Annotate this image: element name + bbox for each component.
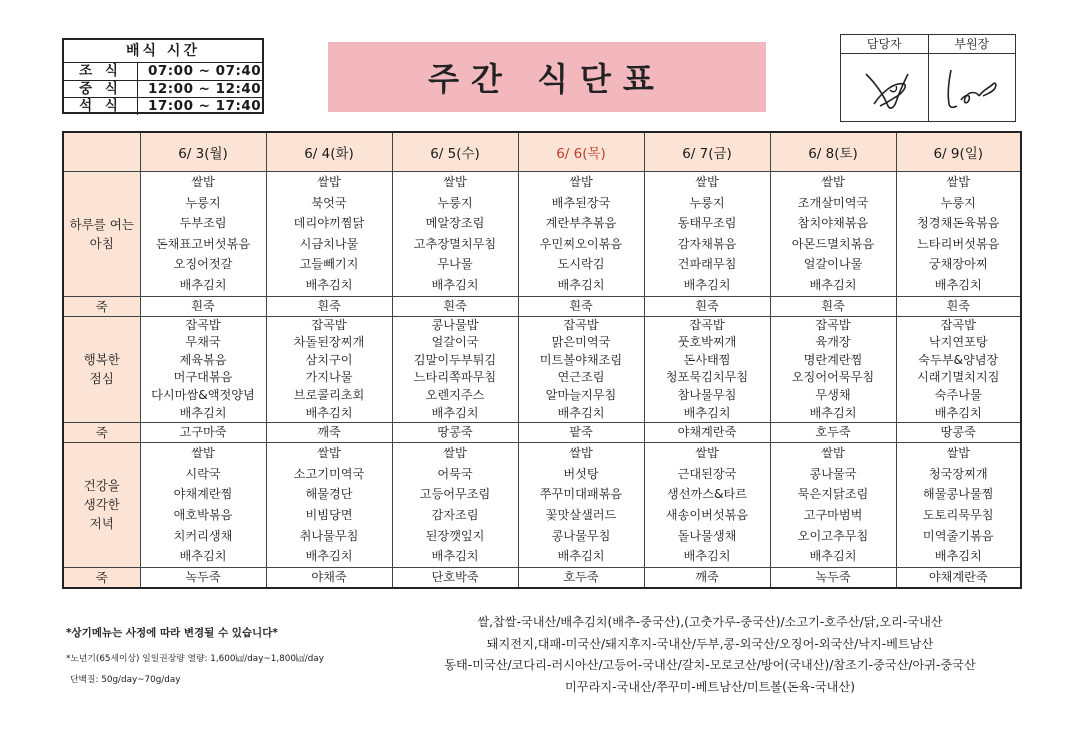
dish-item: 버섯탕 [563, 466, 599, 481]
date-header-row [63, 132, 1021, 172]
dish-item: 가지나물 [305, 370, 353, 385]
dish-item: 두부조림 [179, 216, 227, 231]
dish-item: 쌀밥 [946, 446, 971, 461]
approval-manager-label: 담당자 [841, 35, 928, 54]
menu-cell [392, 172, 518, 297]
energy-recommendation: *노년기(65세이상) 일일권장량 열량: 1,600㎉/day~1,800㎉/day [66, 654, 324, 664]
date-header-holiday: 6/ 6(목) [518, 132, 644, 172]
menu-cell [644, 172, 770, 297]
dish-item: 참나물무침 [677, 387, 737, 402]
porridge-cell: 야채계란죽 [644, 423, 770, 443]
porridge-cell: 깨죽 [266, 423, 392, 443]
dish-item: 배추김치 [683, 277, 731, 292]
dish-item: 잡곡밥 [185, 317, 221, 332]
dish-item: 잡곡밥 [563, 317, 599, 332]
dish-item: 얼갈이국 [431, 335, 479, 350]
dish-item: 고구마범벅 [803, 507, 863, 522]
dish-item: 쌀밥 [191, 175, 215, 189]
dish-item: 연근조림 [557, 370, 605, 385]
dish-item: 청국장찌개 [928, 466, 988, 481]
dish-item: 고등어무조림 [419, 487, 491, 502]
dish-item: 치커리생채 [173, 528, 233, 543]
dish-item: 김말이두부튀김 [413, 352, 497, 367]
dish-item: 쌀밥 [443, 446, 467, 461]
dish-item: 쌀밥 [569, 175, 593, 189]
director-signature-icon [937, 60, 1007, 116]
dish-item: 감자채볶음 [677, 236, 737, 251]
dish-item: 조개살미역국 [797, 195, 869, 210]
dish-item: 머구대볶음 [173, 370, 233, 385]
dish-item: 얼갈이나물 [803, 257, 863, 272]
dish-item: 무생채 [815, 387, 851, 402]
porridge-row-breakfast [63, 296, 1021, 316]
dish-item: 누룽지 [940, 195, 976, 210]
dish-item: 꽃맛살샐러드 [545, 507, 617, 522]
menu-cell [518, 316, 644, 423]
dish-item: 풋호박찌개 [677, 335, 737, 350]
date-header: 6/ 7(금) [644, 132, 770, 172]
origin-line: 미꾸라지-국내산/쭈꾸미-베트남산/미트볼(돈육-국내산) [565, 679, 855, 694]
dish-item: 시래기멸치지짐 [917, 370, 1000, 385]
serving-time-value: 07:00 ~ 07:40 [148, 63, 262, 79]
meal-label-line: 점심 [89, 371, 114, 387]
menu-cell [266, 316, 392, 423]
dish-item: 잡곡밥 [311, 317, 347, 332]
dish-item: 쌀밥 [695, 446, 719, 461]
dish-item: 쌀밥 [569, 446, 593, 461]
meal-label-line: 하루를 여는 [69, 216, 134, 232]
dish-item: 아몬드멸치볶음 [791, 236, 875, 251]
date-header: 6/ 5(수) [392, 132, 518, 172]
menu-cell [140, 172, 266, 297]
porridge-cell: 고구마죽 [140, 423, 266, 443]
serving-time-box [62, 38, 264, 114]
dish-item: 알마늘지무침 [545, 387, 617, 402]
meal-label-breakfast [63, 172, 140, 297]
porridge-label: 죽 [63, 567, 140, 588]
dish-item: 느타리버섯볶음 [917, 236, 1000, 251]
dish-item: 배추김치 [431, 549, 479, 564]
menu-cell [518, 443, 644, 568]
dish-item: 소고기미역국 [293, 466, 365, 481]
dish-item: 쌀밥 [317, 446, 341, 461]
meal-label-line: 생각한 [83, 497, 120, 513]
dish-item: 돈사태찜 [683, 352, 731, 367]
dish-item: 근대된장국 [677, 466, 737, 481]
dish-item: 애호박볶음 [173, 507, 233, 522]
serving-time-value: 17:00 ~ 17:40 [148, 98, 262, 114]
dish-item: 배추김치 [934, 277, 982, 292]
page-title: 주간 식단표 [328, 42, 766, 112]
date-header: 6/ 9(일) [896, 132, 1021, 172]
dish-item: 차돌된장찌개 [293, 335, 365, 350]
dish-item: 무나물 [437, 257, 473, 272]
dish-item: 배추된장국 [551, 195, 611, 210]
porridge-cell: 땅콩죽 [392, 423, 518, 443]
menu-cell [140, 443, 266, 568]
dish-item: 새송이버섯볶음 [665, 507, 749, 522]
dish-item: 배추김치 [305, 549, 353, 564]
dish-item: 청포묵김치무침 [665, 370, 749, 385]
meal-label-line: 행복한 [83, 352, 120, 368]
dish-item: 삼치구이 [305, 352, 353, 367]
porridge-cell: 흰죽 [518, 296, 644, 316]
dish-item: 잡곡밥 [689, 317, 725, 332]
menu-cell [770, 443, 896, 568]
dish-item: 맑은미역국 [551, 335, 611, 350]
dish-item: 배추김치 [431, 277, 479, 292]
dish-item: 쌀밥 [317, 175, 341, 189]
dish-item: 도토리묵무침 [922, 507, 994, 522]
dish-item: 우민찌오이볶음 [539, 236, 623, 251]
dish-item: 미트볼야채조림 [539, 352, 623, 367]
porridge-cell: 야채죽 [266, 567, 392, 588]
serving-time-title: 배식 시간 [64, 40, 262, 63]
dish-item: 브로콜리초회 [293, 387, 365, 402]
dish-item: 누룽지 [185, 195, 221, 210]
header-corner [63, 132, 140, 172]
dish-item: 고추장멸치무침 [413, 236, 497, 251]
dish-item: 미역줄기볶음 [922, 528, 994, 543]
origin-line: 쌀,찹쌀-국내산/배추김치(배추-중국산),(고춧가루-중국산)/소고기-호주산/닭,오리-국내산 [477, 615, 943, 629]
dish-item: 오이고추무침 [797, 528, 869, 543]
dish-item: 생선까스&타르 [666, 487, 748, 502]
dish-item: 취나물무침 [299, 528, 359, 543]
dish-item: 배추김치 [431, 405, 479, 420]
dish-item: 배추김치 [809, 549, 857, 564]
dish-item: 고들빼기지 [299, 257, 359, 272]
meal-label-line: 저녁 [89, 516, 114, 532]
origin-line: 동태-미국산/코다리-러시아산/고등어-국내산/갈치-모로코산/방어(국내산)/참조기-중국산/아귀-중국산 [444, 658, 976, 672]
serving-time-row-breakfast [64, 63, 262, 81]
protein-recommendation: 단백질: 50g/day~70g/day [70, 675, 181, 685]
dish-item: 무채국 [185, 335, 221, 350]
dish-item: 쌀밥 [821, 175, 845, 189]
menu-cell [266, 172, 392, 297]
porridge-cell: 팥죽 [518, 423, 644, 443]
dish-item: 배추김치 [179, 405, 227, 420]
dish-item: 비빔당면 [305, 507, 353, 522]
dish-item: 쭈꾸미대패볶음 [539, 487, 623, 502]
porridge-label: 죽 [63, 296, 140, 316]
meal-label-lunch [63, 316, 140, 423]
dish-item: 느타리쪽파무침 [413, 370, 497, 385]
serving-time-meal: 중 식 [64, 81, 138, 98]
dish-item: 북엇국 [311, 195, 347, 210]
dish-item: 배추김치 [683, 549, 731, 564]
dish-item: 배추김치 [809, 405, 857, 420]
porridge-cell: 녹두죽 [770, 567, 896, 588]
weekly-menu-table [62, 131, 1022, 589]
meal-label-line: 건강을 [83, 478, 120, 494]
menu-cell [896, 316, 1021, 423]
porridge-cell: 흰죽 [770, 296, 896, 316]
porridge-cell: 흰죽 [896, 296, 1021, 316]
porridge-row-lunch [63, 423, 1021, 443]
menu-cell [896, 443, 1021, 568]
dish-item: 다시마쌈&액젓양념 [151, 387, 255, 402]
dish-item: 건파래무침 [677, 257, 737, 272]
menu-cell [644, 316, 770, 423]
dish-item: 배추김치 [934, 405, 982, 420]
meal-row-breakfast [63, 172, 1021, 297]
meal-row-dinner [63, 443, 1021, 568]
porridge-cell: 깨죽 [644, 567, 770, 588]
porridge-cell: 흰죽 [392, 296, 518, 316]
dish-item: 누룽지 [437, 195, 473, 210]
dish-item: 배추김치 [557, 549, 605, 564]
dish-item: 감자조림 [431, 507, 479, 522]
meal-label-dinner [63, 443, 140, 568]
serving-time-meal: 조 식 [64, 63, 138, 80]
menu-cell [392, 316, 518, 423]
dish-item: 숙두부&양념장 [918, 352, 999, 367]
porridge-cell: 흰죽 [140, 296, 266, 316]
dish-item: 동태무조림 [677, 216, 737, 231]
porridge-row-dinner [63, 567, 1021, 588]
date-header: 6/ 8(토) [770, 132, 896, 172]
dish-item: 낙지연포탕 [928, 335, 988, 350]
porridge-cell: 야채계란죽 [896, 567, 1021, 588]
dish-item: 콩나물무침 [551, 528, 611, 543]
approval-director-label: 부원장 [929, 35, 1016, 54]
dish-item: 시금치나물 [299, 236, 359, 251]
dish-item: 누룽지 [689, 195, 725, 210]
meal-label-line: 아침 [89, 235, 114, 251]
dish-item: 쌀밥 [695, 175, 719, 189]
dish-item: 배추김치 [305, 277, 353, 292]
manager-signature-icon [854, 60, 914, 116]
dish-item: 배추김치 [305, 405, 353, 420]
menu-cell [896, 172, 1021, 297]
dish-item: 배추김치 [683, 405, 731, 420]
dish-item: 된장깻잎지 [425, 528, 485, 543]
dish-item: 명란계란찜 [803, 352, 863, 367]
approval-manager [841, 35, 928, 121]
dish-item: 궁채장아찌 [928, 257, 988, 272]
porridge-label: 죽 [63, 423, 140, 443]
porridge-cell: 호두죽 [518, 567, 644, 588]
dish-item: 배추김치 [179, 277, 227, 292]
porridge-cell: 땅콩죽 [896, 423, 1021, 443]
dish-item: 콩나물국 [809, 466, 857, 481]
porridge-cell: 녹두죽 [140, 567, 266, 588]
menu-cell [518, 172, 644, 297]
dish-item: 계란부추볶음 [545, 216, 617, 231]
approval-box [840, 34, 1016, 122]
menu-cell [770, 172, 896, 297]
dish-item: 콩나물밥 [431, 317, 479, 332]
dish-item: 오렌지주스 [425, 387, 485, 402]
dish-item: 오징어젓갈 [173, 257, 233, 272]
manager-signature [841, 54, 928, 121]
dish-item: 잡곡밥 [815, 317, 851, 332]
serving-time-row-dinner [64, 98, 262, 115]
dish-item: 도시락김 [557, 257, 605, 272]
porridge-cell: 흰죽 [266, 296, 392, 316]
menu-cell [392, 443, 518, 568]
dish-item: 제육볶음 [179, 352, 227, 367]
dish-item: 배추김치 [557, 405, 605, 420]
dish-item: 메알장조림 [425, 216, 485, 231]
porridge-cell: 호두죽 [770, 423, 896, 443]
date-header: 6/ 3(월) [140, 132, 266, 172]
dish-item: 잡곡밥 [940, 317, 976, 332]
dish-item: 배추김치 [809, 277, 857, 292]
dish-item: 육개장 [815, 335, 851, 350]
dish-item: 야채계란찜 [173, 487, 233, 502]
dish-item: 쌀밥 [821, 446, 845, 461]
dish-item: 숙주나물 [934, 387, 982, 402]
dish-item: 쌀밥 [443, 175, 467, 189]
dish-item: 배추김치 [557, 277, 605, 292]
porridge-cell: 단호박죽 [392, 567, 518, 588]
serving-time-meal: 석 식 [64, 98, 138, 115]
dish-item: 쌀밥 [946, 175, 971, 189]
origin-line: 돼지전지,대패-미국산/돼지후지-국내산/두부,콩-외국산/오징어-외국산/낙지-베트남산 [486, 636, 934, 651]
serving-time-value: 12:00 ~ 12:40 [148, 80, 262, 97]
dish-item: 묵은지닭조림 [797, 487, 869, 502]
porridge-cell: 흰죽 [644, 296, 770, 316]
origin-info [396, 612, 1024, 698]
dish-item: 돈채표고버섯볶음 [155, 236, 251, 251]
meal-row-lunch [63, 316, 1021, 423]
dish-item: 참치야채볶음 [797, 216, 869, 231]
menu-change-notice: *상기메뉴는 사정에 따라 변경될 수 있습니다* [66, 627, 278, 639]
dish-item: 해물콩나물찜 [922, 487, 994, 502]
serving-time-row-lunch [64, 81, 262, 99]
dish-item: 청경채돈육볶음 [917, 216, 1000, 231]
menu-cell [644, 443, 770, 568]
director-signature [929, 54, 1016, 121]
dish-item: 쌀밥 [191, 446, 215, 461]
menu-cell [770, 316, 896, 423]
menu-cell [140, 316, 266, 423]
dish-item: 돌나물생채 [677, 528, 737, 543]
dish-item: 배추김치 [934, 549, 982, 564]
dish-item: 해물경단 [305, 487, 353, 502]
dish-item: 오징어어묵무침 [791, 370, 875, 385]
dish-item: 배추김치 [179, 549, 227, 564]
dish-item: 어묵국 [437, 466, 473, 481]
menu-cell [266, 443, 392, 568]
date-header: 6/ 4(화) [266, 132, 392, 172]
dish-item: 데리야끼찜닭 [293, 216, 365, 231]
approval-director [928, 35, 1016, 121]
dish-item: 시락국 [185, 466, 221, 481]
